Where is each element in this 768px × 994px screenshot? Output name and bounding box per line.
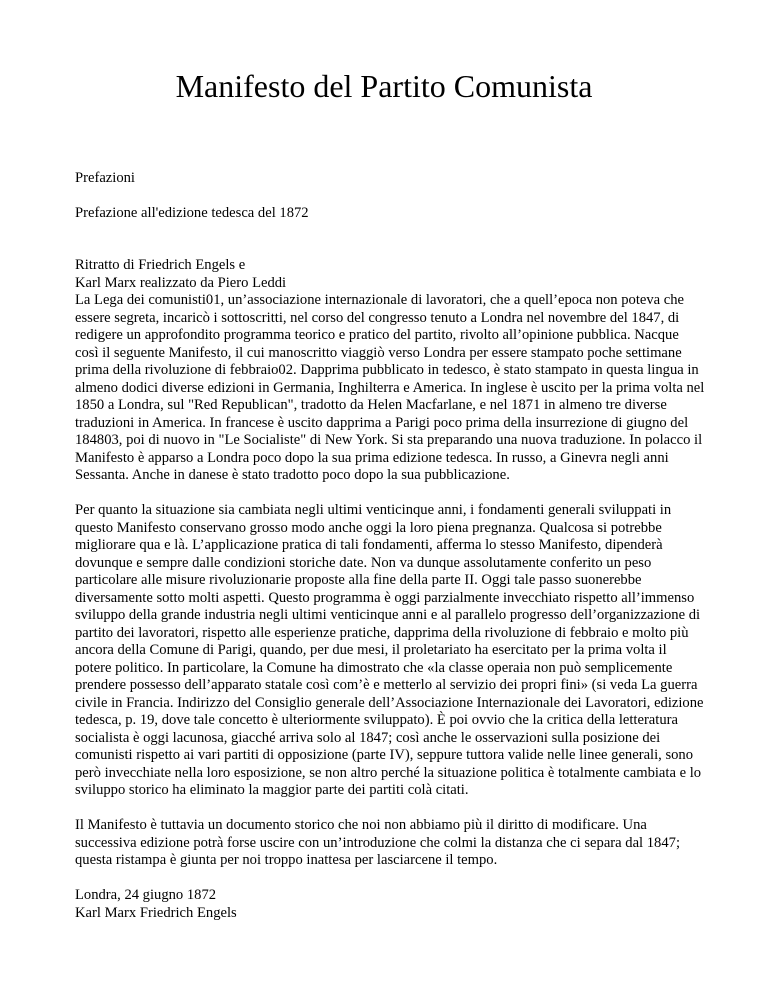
document-title: Manifesto del Partito Comunista — [175, 68, 593, 104]
signature-place-date: Londra, 24 giugno 1872 — [75, 887, 217, 903]
body-paragraph: La Lega dei comunisti01, un’associazione internazionale di lavoratori, che a quell’epoca non poteva che essere segreta, incaricò i sottoscritti, nel corso del congresso tenuto a Londra nel novembre del 1847, di redigere un approfondito programma teorico e pratico del partito, rivolto all’opinione pubblica. Nacque così il seguente Manifesto, il cui manoscritto viaggiò verso Londra per essere stampato poche settimane prima della rivoluzione di febbraio02. Dapprima pubblicato in tedesco, è stato stampato in questa lingua in almeno dodici diverse edizioni in Germania, Inghilterra e America. In inglese è uscito per la prima volta nel 1850 a Londra, sul "Red Republican", tradotto da Helen Macfarlane, e nel 1871 in almeno tre diverse traduzioni in America. In francese è uscito dapprima a Parigi poco prima della insurrezione di giugno del 184803, poi di nuovo in "Le Socialiste" di New York. Si sta preparando una nuova traduzione. In polacco il Manifesto è apparso a Londra poco dopo la sua prima edizione tedesca. In russo, a Ginevra negli anni Sessanta. Anche in danese è stato tradotto poco dopo la sua pubblicazione. — [75, 292, 705, 483]
body-paragraph: Il Manifesto è tuttavia un documento storico che noi non abbiamo più il diritto di modificare. Una successiva edizione potrà forse uscire con un’introduzione che colmi la distanza che ci separa dal 1847; questa ristampa è giunta per noi troppo inattesa per lasciarcene il tempo. — [75, 817, 680, 868]
section-label: Prefazioni — [75, 170, 135, 186]
subsection-label: Prefazione all'edizione tedesca del 1872 — [75, 204, 309, 221]
document-body — [75, 170, 705, 922]
body-paragraph: Per quanto la situazione sia cambiata negli ultimi venticinque anni, i fondamenti generali sviluppati in questo Manifesto conservano grosso modo anche oggi la loro piena pregnanza. Qualcosa si potrebbe migliorare qua e là. L’applicazione pratica di tali fondamenti, afferma lo stesso Manifesto, dipenderà dovunque e sempre dalle condizioni storiche date. Non va dunque assolutamente conferito un peso particolare alle misure rivoluzionarie proposte alla fine della parte II. Oggi tale passo suonerebbe diversamente sotto molti aspetti. Questo programma è oggi parzialmente invecchiato rispetto all’immenso sviluppo della grande industria negli ultimi venticinque anni e al parallelo progresso dell’organizzazione di partito dei lavoratori, rispetto alle esperienze pratiche, dapprima della rivoluzione di febbraio e molto più ancora della Comune di Parigi, quando, per due mesi, il proletariato ha esercitato per la prima volta il potere politico. In particolare, la Comune ha dimostrato che «la classe operaia non può semplicemente prendere possesso dell’apparato statale così com’è e metterlo al servizio dei propri fini» (si veda La guerra civile in Francia. Indirizzo del Consiglio generale dell’Associazione Internazionale dei Lavoratori, edizione tedesca, p. 19, dove tale concetto è ulteriormente sviluppato). È poi ovvio che la critica della letteratura socialista è oggi lacunosa, giacché arriva solo al 1847; così anche le osservazioni sulla posizione dei comunisti rispetto ai vari partiti di opposizione (parte IV), seppure tuttora valide nelle linee generali, sono però invecchiate nella loro esposizione, se non altro perché la situazione politica è totalmente cambiata e lo sviluppo storico ha eliminato la maggior parte dei partiti colà citati. — [75, 502, 704, 798]
image-caption-line: Ritratto di Friedrich Engels e — [75, 257, 246, 273]
signature-authors: Karl Marx Friedrich Engels — [75, 904, 237, 921]
image-caption-line: Karl Marx realizzato da Piero Leddi — [75, 274, 287, 291]
